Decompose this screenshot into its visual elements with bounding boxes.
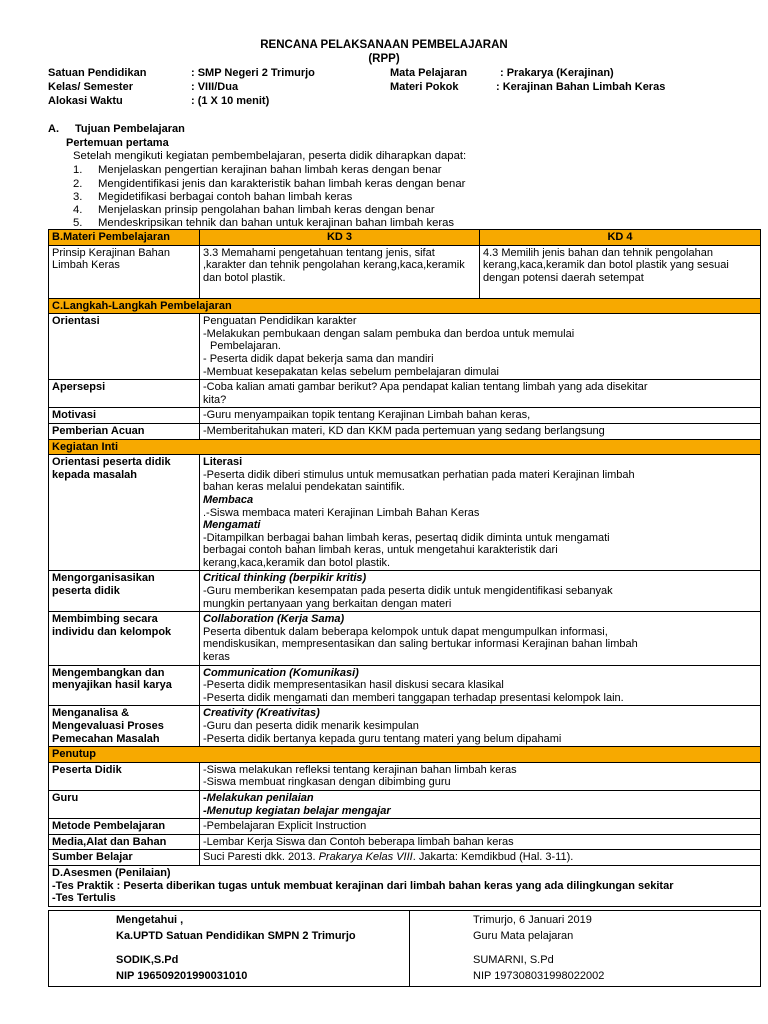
comm-heading: Communication (Komunikasi) xyxy=(203,666,359,679)
inti-orientasi-content xyxy=(200,455,761,571)
apersepsi-line: kita? xyxy=(203,393,227,406)
sumber-content xyxy=(200,850,761,866)
asesmen-tertulis: -Tes Tertulis xyxy=(52,892,116,905)
tujuan-num-5: 5. xyxy=(73,217,83,229)
sumber-part-a: Suci Paresti dkk. 2013. xyxy=(203,851,319,864)
creat-line: -Guru dan peserta didik menarik kesimpulan xyxy=(203,720,419,732)
asesmen-row xyxy=(49,865,761,906)
place-date: Trimurjo, 6 Januari 2019 xyxy=(473,914,592,926)
guru-label: Guru xyxy=(49,790,200,818)
guru-name: SUMARNI, S.Pd xyxy=(473,954,554,966)
apersepsi-line: -Coba kalian amati gambar berikut? Apa pendapat kalian tentang limbah yang ada disekitar xyxy=(203,381,648,394)
kd4-text: 4.3 Memilih jenis bahan dan tehnik pengolahan kerang,kaca,keramik dan botol plastik yang sesuai dengan potensi daerah setempat xyxy=(480,245,761,298)
guru-nip: NIP 197308031998022002 xyxy=(473,969,605,982)
guru-line: -Melakukan penilaian xyxy=(203,791,314,804)
tujuan-item-4: Menjelaskan prinsip pengolahan bahan limbah keras dengan benar xyxy=(98,204,435,216)
kepala-nip: NIP 196509201990031010 xyxy=(116,969,248,982)
mengamati-line: kerang,kaca,keramik dan botol plastik. xyxy=(203,556,391,569)
mengembangkan-content xyxy=(200,665,761,706)
literasi-line: bahan keras melalui pendekatan saintifik. xyxy=(203,481,405,494)
orientasi-line: - Peserta didik dapat bekerja sama dan mandiri xyxy=(203,352,434,365)
tujuan-num-4: 4. xyxy=(73,204,83,216)
tujuan-num-1: 1. xyxy=(73,164,83,176)
alokasi-value: : (1 X 10 menit) xyxy=(191,95,270,107)
acuan-row xyxy=(49,423,761,439)
tujuan-num-2: 2. xyxy=(73,178,83,190)
tujuan-number: A. xyxy=(48,123,59,135)
kepala-name: SODIK,S.Pd xyxy=(116,954,179,966)
asesmen-praktik: -Tes Praktik : Peserta diberikan tugas untuk membuat kerajinan dari limbah bahan keras yang ada dilingkungan sekitar xyxy=(52,879,674,892)
apersepsi-row xyxy=(49,380,761,408)
materi-row xyxy=(49,245,761,298)
kelas-value: : VIII/Dua xyxy=(191,81,239,93)
orientasi-line: Penguatan Pendidikan karakter xyxy=(203,315,357,328)
media-label: Media,Alat dan Bahan xyxy=(49,834,200,850)
acuan-content: -Memberitahukan materi, KD dan KKM pada pertemuan yang sedang berlangsung xyxy=(200,423,761,439)
critical-line: -Guru memberikan kesempatan pada peserta didik untuk mengidentifikasi sebanyak xyxy=(203,585,613,598)
langkah-section-row xyxy=(49,298,761,314)
kepala-title: Ka.UPTD Satuan Pendidikan SMPN 2 Trimurjo xyxy=(116,929,356,942)
peserta-label: Peserta Didik xyxy=(49,762,200,790)
tujuan-item-2: Mengidentifikasi jenis dan karakteristik bahan limbah keras dengan benar xyxy=(98,178,466,190)
membimbing-row xyxy=(49,612,761,665)
membimbing-label: Membimbing secara individu dan kelompok xyxy=(49,612,200,665)
orientasi-label: Orientasi xyxy=(49,314,200,380)
tujuan-num-3: 3. xyxy=(73,191,83,203)
materi-value: : Kerajinan Bahan Limbah Keras xyxy=(496,81,666,93)
mengembangkan-row xyxy=(49,665,761,706)
sumber-book-title: Prakarya Kelas VIII xyxy=(318,851,413,864)
signature-table xyxy=(48,910,761,987)
metode-row xyxy=(49,819,761,835)
peserta-line: -Siswa melakukan refleksi tentang kerajinan bahan limbah keras xyxy=(203,763,517,776)
pertemuan-heading: Pertemuan pertama xyxy=(66,137,169,149)
literasi-line: -Peserta didik diberi stimulus untuk memusatkan perhatian pada materi Kerajinan limbah xyxy=(203,468,635,481)
motivasi-row xyxy=(49,408,761,424)
critical-line: mungkin pertanyaan yang berkaitan dengan materi xyxy=(203,597,452,610)
asesmen-content xyxy=(49,865,761,906)
creat-heading: Creativity (Kreativitas) xyxy=(203,707,320,720)
tujuan-item-1: Menjelaskan pengertian kerajinan bahan limbah keras dengan benar xyxy=(98,164,442,176)
media-content: -Lembar Kerja Siswa dan Contoh beberapa limbah bahan keras xyxy=(200,834,761,850)
media-row xyxy=(49,834,761,850)
tujuan-item-3: Megidetifikasi berbagai contoh bahan limbah keras xyxy=(98,191,353,203)
inti-section-header: Kegiatan Inti xyxy=(49,439,761,455)
menganalisa-label: Menganalisa & Mengevaluasi Proses Pemecahan Masalah xyxy=(49,706,200,747)
satuan-value: : SMP Negeri 2 Trimurjo xyxy=(191,67,315,79)
signature-right xyxy=(410,911,761,987)
critical-heading: Critical thinking (berpikir kritis) xyxy=(203,572,367,585)
organisasi-content xyxy=(200,571,761,612)
mengamati-line: berbagai contoh bahan limbah keras, untuk mengetahui karakteristik dari xyxy=(203,544,558,557)
document-subtitle: (RPP) xyxy=(368,53,400,65)
membaca-heading: Membaca xyxy=(203,493,254,506)
orientasi-line: -Melakukan pembukaan dengan salam pembuka dan berdoa untuk memulai xyxy=(203,327,575,340)
peserta-line: -Siswa membuat ringkasan dengan dibimbing guru xyxy=(203,776,451,789)
motivasi-label: Motivasi xyxy=(49,408,200,424)
orientasi-line: Pembelajaran. xyxy=(210,340,281,353)
kelas-label: Kelas/ Semester xyxy=(48,81,133,93)
mengamati-line: -Ditampilkan berbagai bahan limbah keras, pesertaq didik diminta untuk mengamati xyxy=(203,531,610,544)
document-title: RENCANA PELAKSANAAN PEMBELAJARAN xyxy=(260,39,508,51)
peserta-row xyxy=(49,762,761,790)
peserta-content xyxy=(200,762,761,790)
metode-label: Metode Pembelajaran xyxy=(49,819,200,835)
mengamati-heading: Mengamati xyxy=(203,519,261,532)
satuan-label: Satuan Pendidikan xyxy=(48,67,147,79)
guru-content xyxy=(200,790,761,818)
sumber-row xyxy=(49,850,761,866)
inti-section-row xyxy=(49,439,761,455)
menganalisa-row xyxy=(49,706,761,747)
collab-line: mendiskusikan, mempresentasikan dan saling bertukar informasi Kerajinan bahan limbah xyxy=(203,638,638,651)
orientasi-content xyxy=(200,314,761,380)
tujuan-heading: Tujuan Pembelajaran xyxy=(75,123,185,135)
membaca-line: .-Siswa membaca materi Kerajinan Limbah Bahan Keras xyxy=(203,506,480,519)
guru-title: Guru Mata pelajaran xyxy=(473,929,574,942)
mapel-label: Mata Pelajaran xyxy=(390,67,468,79)
organisasi-label: Mengorganisasikan peserta didik xyxy=(49,571,200,612)
collab-heading: Collaboration (Kerja Sama) xyxy=(203,613,345,626)
signature-row xyxy=(49,911,761,987)
mengembangkan-label: Mengembangkan dan menyajikan hasil karya xyxy=(49,665,200,706)
comm-line: -Peserta didik mengamati dan memberi tanggapan terhadap presentasi kelompok lain. xyxy=(203,691,624,704)
apersepsi-content xyxy=(200,380,761,408)
motivasi-content: -Guru menyampaikan topik tentang Kerajinan Limbah bahan keras, xyxy=(200,408,761,424)
inti-orientasi-row xyxy=(49,455,761,571)
menganalisa-content xyxy=(200,706,761,747)
tujuan-item-5: Mendeskripsikan tehnik dan bahan untuk kerajinan bahan limbah keras xyxy=(98,217,455,229)
signature-left xyxy=(49,911,410,987)
inti-orientasi-label: Orientasi peserta didik kepada masalah xyxy=(49,455,200,571)
guru-row xyxy=(49,790,761,818)
collab-line: Peserta dibentuk dalam beberapa kelompok untuk dapat mengumpulkan informasi, xyxy=(203,625,608,638)
sumber-label: Sumber Belajar xyxy=(49,850,200,866)
kd4-header: KD 4 xyxy=(480,230,761,246)
alokasi-label: Alokasi Waktu xyxy=(48,95,123,107)
literasi-heading: Literasi xyxy=(203,456,243,469)
comm-line: -Peserta didik mempresentasikan hasil diskusi secara klasikal xyxy=(203,679,504,692)
membimbing-content xyxy=(200,612,761,665)
penutup-section-row xyxy=(49,747,761,763)
creat-line: -Peserta didik bertanya kepada guru tentang materi yang belum dipahami xyxy=(203,732,562,745)
materi-row-label: Prinsip Kerajinan Bahan Limbah Keras xyxy=(49,245,200,298)
metode-content: -Pembelajaran Explicit Instruction xyxy=(200,819,761,835)
rpp-table xyxy=(48,229,761,907)
apersepsi-label: Apersepsi xyxy=(49,380,200,408)
asesmen-heading: D.Asesmen (Penilaian) xyxy=(52,866,171,879)
organisasi-row xyxy=(49,571,761,612)
orientasi-line: -Membuat kesepakatan kelas sebelum pembelajaran dimulai xyxy=(203,365,499,378)
langkah-section-header: C.Langkah-Langkah Pembelajaran xyxy=(49,298,761,314)
kd3-header: KD 3 xyxy=(200,230,480,246)
mapel-value: : Prakarya (Kerajinan) xyxy=(500,67,614,79)
sumber-part-c: . Jakarta: Kemdikbud (Hal. 3-11). xyxy=(412,851,574,864)
mengetahui-text: Mengetahui , xyxy=(116,914,184,926)
materi-label: Materi Pokok xyxy=(390,81,459,93)
kd3-text: 3.3 Memahami pengetahuan tentang jenis, sifat ,karakter dan tehnik pengolahan kerang,kaca,keramik dan botol plastik. xyxy=(200,245,480,298)
penutup-section-header: Penutup xyxy=(49,747,761,763)
collab-line: keras xyxy=(203,651,230,664)
materi-header-row xyxy=(49,230,761,246)
acuan-label: Pemberian Acuan xyxy=(49,423,200,439)
materi-section-header: B.Materi Pembelajaran xyxy=(49,230,200,246)
tujuan-intro: Setelah mengikuti kegiatan pembembelajaran, peserta didik diharapkan dapat: xyxy=(73,150,467,162)
guru-line: -Menutup kegiatan belajar mengajar xyxy=(203,804,391,817)
orientasi-row xyxy=(49,314,761,380)
